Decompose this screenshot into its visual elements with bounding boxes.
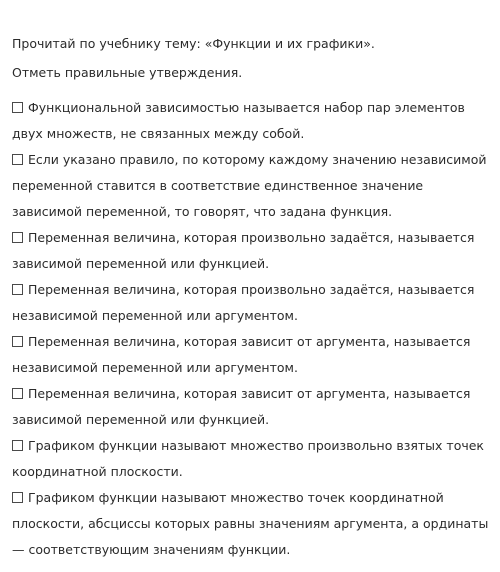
option-label: Функциональной зависимостью называется набор пар элементов двух множеств, не связанных между собой. <box>12 100 465 141</box>
option-item[interactable] <box>12 225 492 277</box>
checkbox-icon[interactable] <box>12 284 23 295</box>
checkbox-icon[interactable] <box>12 336 23 347</box>
options-list <box>12 95 492 563</box>
checkbox-icon[interactable] <box>12 102 23 113</box>
checkbox-icon[interactable] <box>12 440 23 451</box>
checkbox-icon[interactable] <box>12 492 23 503</box>
option-label: Переменная величина, которая произвольно задаётся, называется зависимой переменной или функцией. <box>12 230 475 271</box>
checkbox-icon[interactable] <box>12 388 23 399</box>
option-item[interactable] <box>12 329 492 381</box>
option-item[interactable] <box>12 277 492 329</box>
option-label: Если указано правило, по которому каждому значению независимой переменной ставится в соответствие единственное значение зависимой переменной, то говорят, что задана функция. <box>12 152 487 219</box>
option-item[interactable] <box>12 381 492 433</box>
checkbox-icon[interactable] <box>12 154 23 165</box>
option-item[interactable] <box>12 147 492 225</box>
option-label: Переменная величина, которая зависит от аргумента, называется зависимой переменной или функцией. <box>12 386 471 427</box>
option-item[interactable] <box>12 433 492 485</box>
option-label: Графиком функции называют множество произвольно взятых точек координатной плоскости. <box>12 438 484 479</box>
checkbox-icon[interactable] <box>12 232 23 243</box>
option-item[interactable] <box>12 485 492 563</box>
task-intro: Прочитай по учебнику тему: «Функции и их графики». <box>12 36 375 51</box>
option-label: Переменная величина, которая произвольно задаётся, называется независимой переменной или аргументом. <box>12 282 475 323</box>
option-item[interactable] <box>12 95 492 147</box>
option-label: Переменная величина, которая зависит от аргумента, называется независимой переменной или аргументом. <box>12 334 471 375</box>
option-label: Графиком функции называют множество точек координатной плоскости, абсциссы которых равны значениям аргумента, а ординаты — соответствующим значениям функции. <box>12 490 489 557</box>
task-instruction: Отметь правильные утверждения. <box>12 65 243 80</box>
